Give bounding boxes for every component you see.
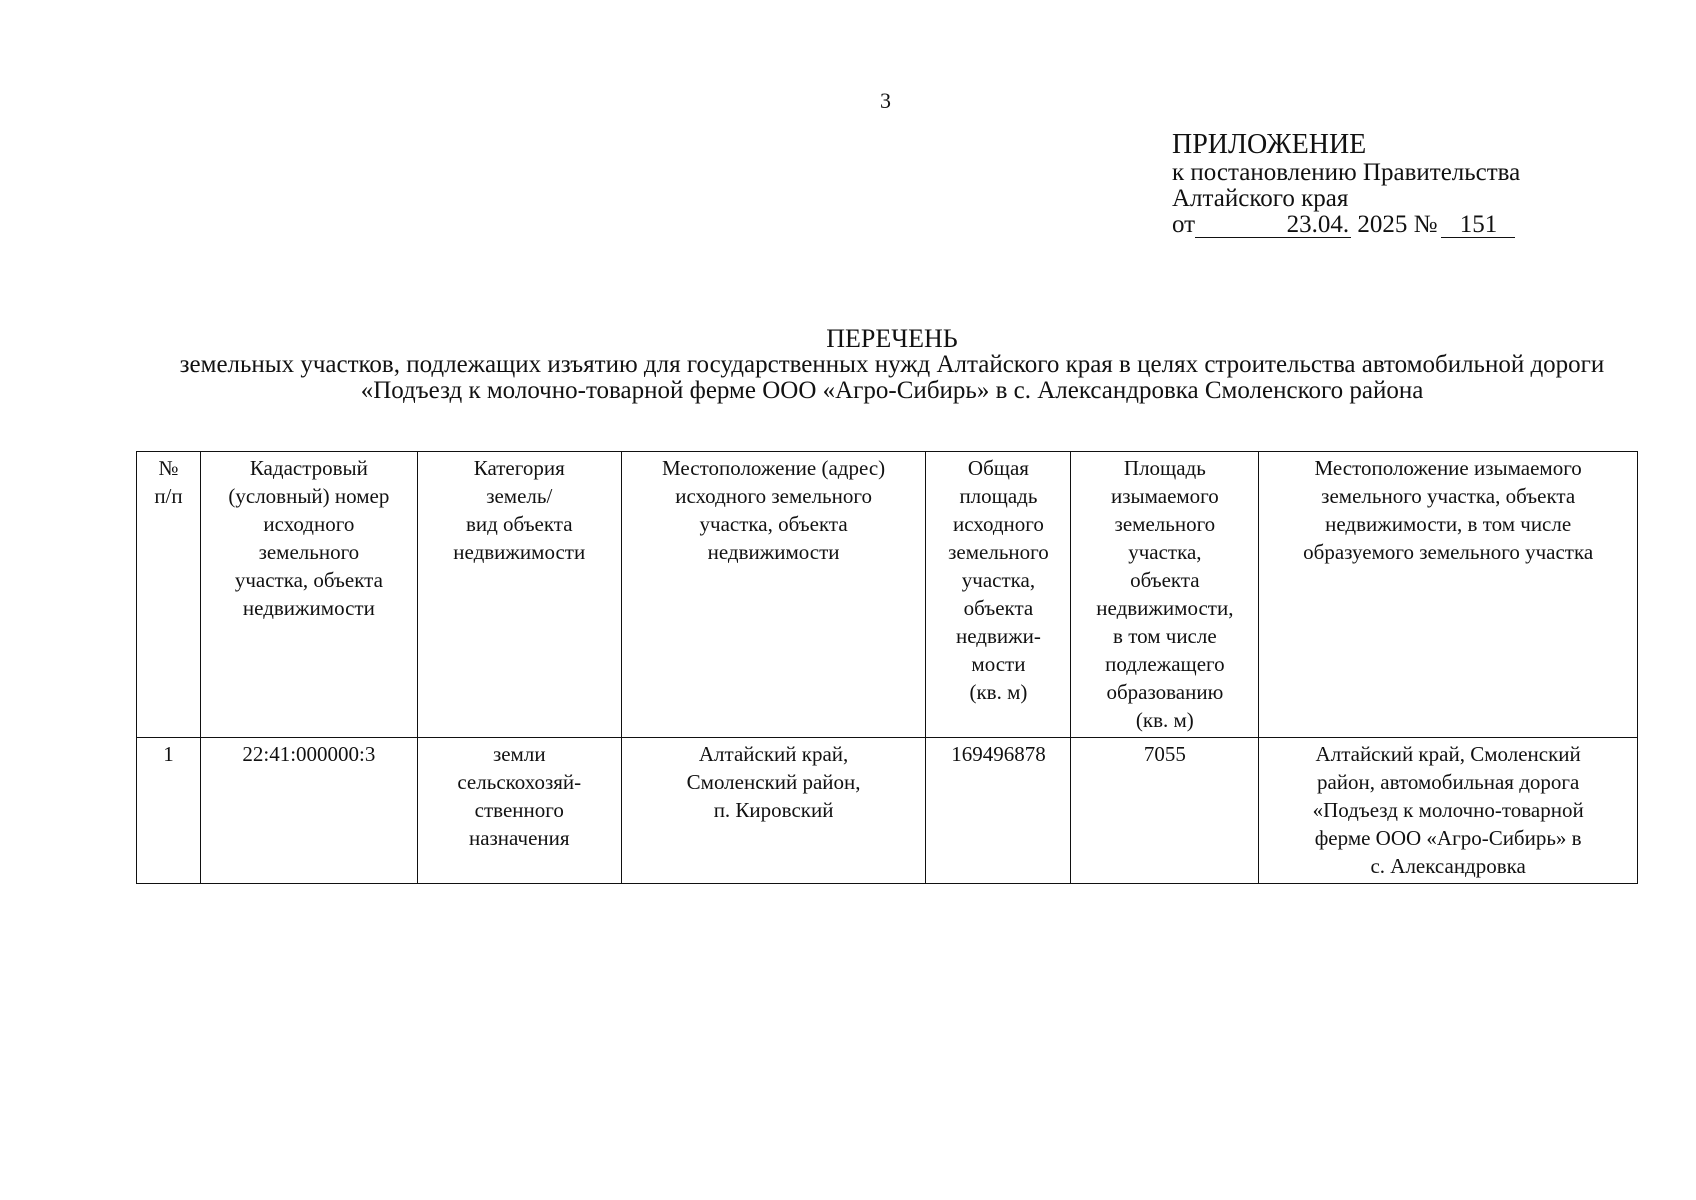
header-seized-area: Площадь изымаемого земельного участка, объекта недвижимости, в том числе подлежащего образованию (кв. м) [1071, 452, 1259, 738]
cell-seized-location: Алтайский край, Смоленский район, автомобильная дорога «Подъезд к молочно-товарной ферме ООО «Агро-Сибирь» в с. Александровка [1259, 738, 1638, 884]
document-number: 151 [1441, 213, 1515, 238]
land-plots-table [136, 451, 1638, 884]
cell-seized-area: 7055 [1071, 738, 1259, 884]
cell-row-number: 1 [137, 738, 201, 884]
cell-source-location: Алтайский край, Смоленский район, п. Кировский [621, 738, 926, 884]
date-value: 23.04. [1195, 213, 1351, 238]
cell-cadastral-number: 22:41:000000:3 [200, 738, 417, 884]
page-number: 3 [880, 88, 891, 113]
header-cadastral-number: Кадастровый (условный) номер исходного земельного участка, объекта недвижимости [200, 452, 417, 738]
cell-land-category: земли сельскохозяй- ственного назначения [417, 738, 621, 884]
title-text: земельных участков, подлежащих изъятию для государственных нужд Алтайского края в целях строительства автомобильной дороги «Подъезд к молочно-товарной ферме ООО «Агро-Сибирь» в с. Александровка Смоленского района [179, 351, 1605, 404]
header-land-category: Категория земель/ вид объекта недвижимости [417, 452, 621, 738]
appendix-line-2: Алтайского края [1172, 185, 1349, 212]
header-row-number: № п/п [137, 452, 201, 738]
header-source-location: Местоположение (адрес) исходного земельного участка, объекта недвижимости [621, 452, 926, 738]
year-label: 2025 № [1357, 211, 1438, 238]
appendix-date-line [1172, 212, 1520, 238]
table-header-row [137, 452, 1638, 738]
appendix-line-1: к постановлению Правительства [1172, 159, 1521, 186]
title-heading: ПЕРЕЧЕНЬ [826, 324, 958, 353]
header-seized-location: Местоположение изымаемого земельного участка, объекта недвижимости, в том числе образуемого земельного участка [1259, 452, 1638, 738]
appendix-block [1172, 130, 1520, 238]
document-title [150, 326, 1634, 404]
appendix-heading: ПРИЛОЖЕНИЕ [1172, 129, 1367, 160]
header-total-area: Общая площадь исходного земельного участка, объекта недвижи- мости (кв. м) [926, 452, 1071, 738]
cell-total-area: 169496878 [926, 738, 1071, 884]
date-prefix: от [1172, 211, 1196, 238]
table-row [137, 738, 1638, 884]
